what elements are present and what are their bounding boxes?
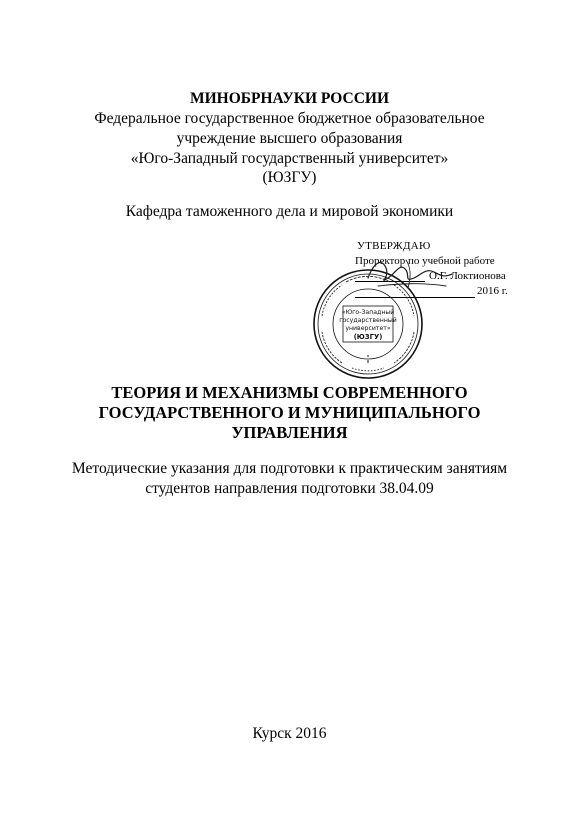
title-line-2: ГОСУДАРСТВЕННОГО И МУНИЦИПАЛЬНОГО: [98, 403, 481, 422]
department-name: Кафедра таможенного дела и мировой экономики: [125, 203, 454, 220]
approval-year: 2016 г.: [477, 285, 508, 297]
title-line-1: ТЕОРИЯ И МЕХАНИЗМЫ СОВРЕМЕННОГО: [111, 383, 468, 402]
description-line-2: студентов направления подготовки 38.04.09: [145, 480, 434, 497]
institution-line-1: Федеральное государственное бюджетное образовательное: [94, 110, 485, 127]
seal-inner-text-4: (ЮЗГУ): [353, 333, 383, 341]
approver-position: Проректор по учебной работе: [355, 255, 495, 267]
approver-name: О.Г. Локтионова: [429, 270, 506, 282]
approval-heading: УТВЕРЖДАЮ: [357, 240, 431, 252]
seal-inner-text-1: «Юго-Западный: [341, 309, 395, 316]
ministry-name: МИНОБРНАУКИ РОССИИ: [189, 90, 390, 107]
institution-abbreviation: (ЮЗГУ): [262, 169, 317, 186]
seal-inner-text-3: университет»: [345, 325, 391, 332]
title-line-3: УПРАВЛЕНИЯ: [231, 423, 348, 442]
seal-inner-text-2: государственный: [339, 317, 397, 324]
city-year: Курск 2016: [252, 725, 327, 742]
institution-line-2: учреждение высшего образования: [176, 130, 403, 147]
handwritten-signature: [348, 248, 468, 296]
description-line-1: Методические указания для подготовки к практическим занятиям: [71, 460, 508, 477]
institution-line-3: «Юго-Западный государственный университет»: [130, 150, 449, 167]
